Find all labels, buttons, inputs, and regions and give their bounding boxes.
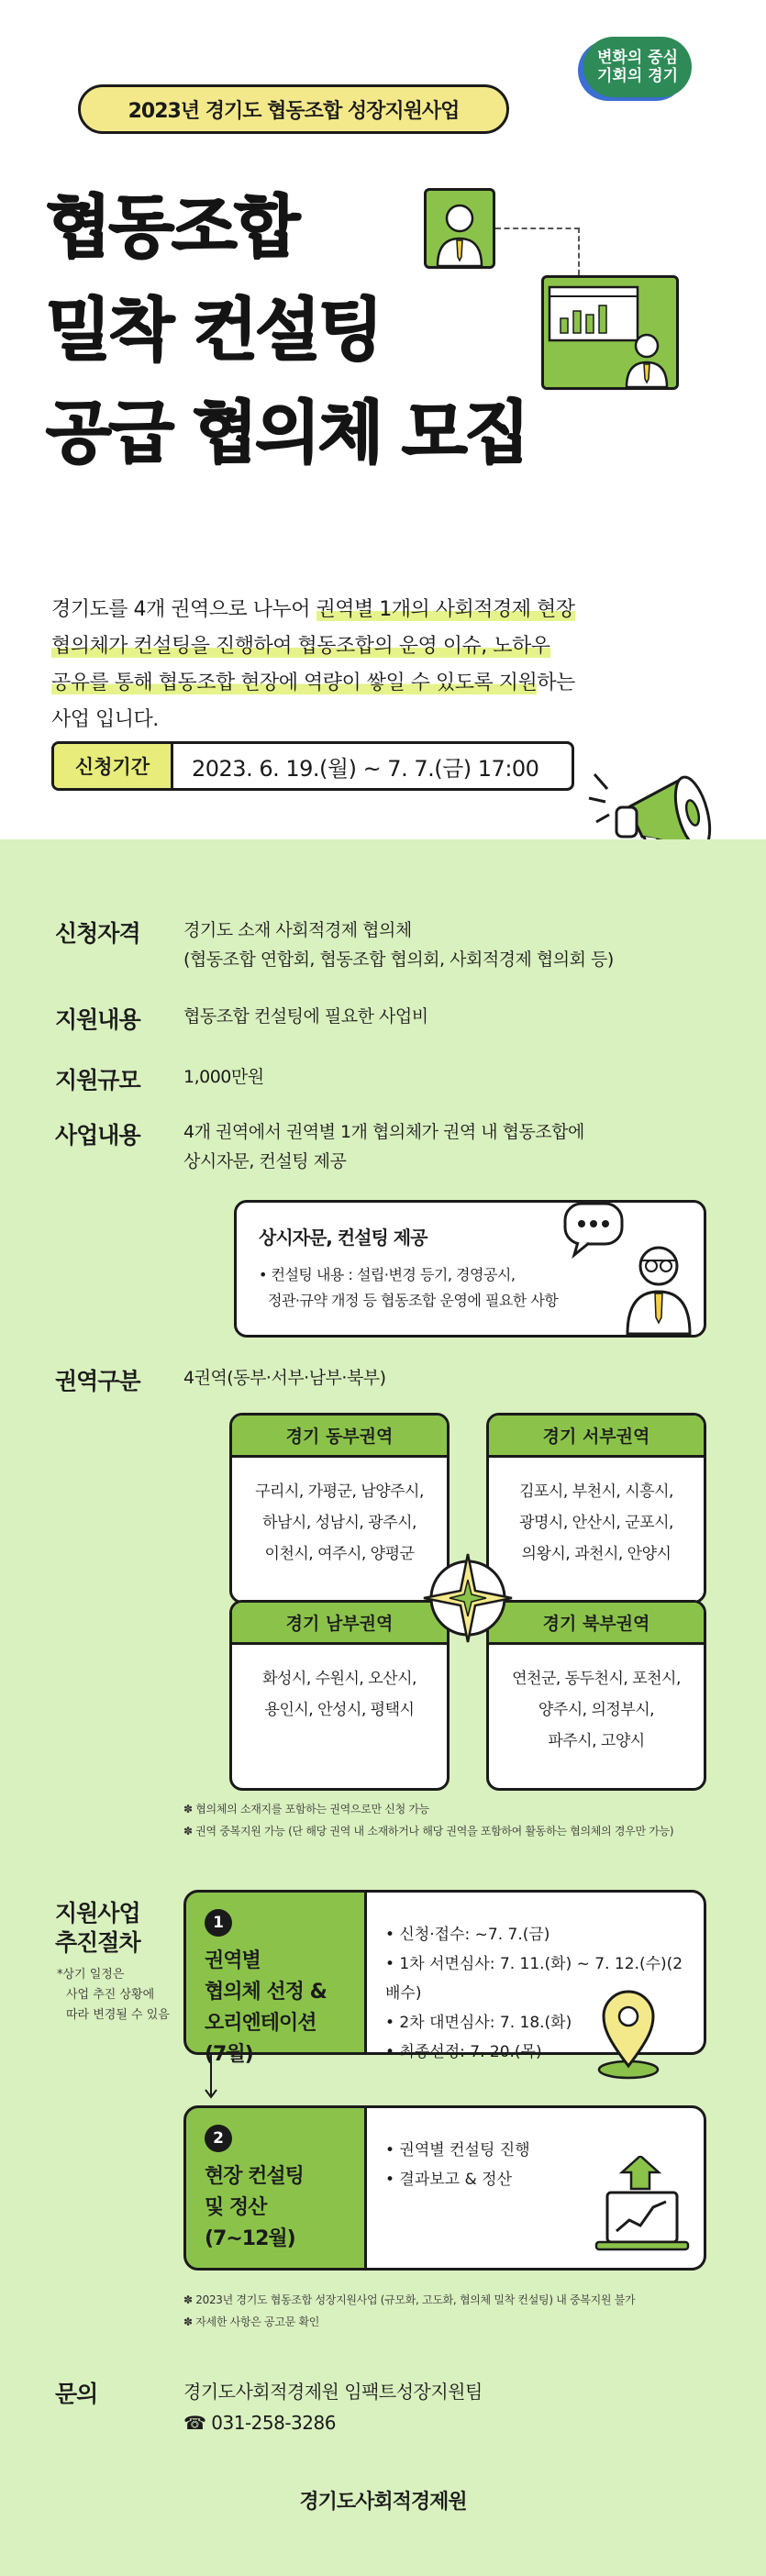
region-note-1: ✽ 협의체의 소재지를 포함하는 권역으로만 신청 가능 [183,1803,429,1815]
step-1-item-2: • 1차 서면심사: 7. 11.(화) ~ 7. 12.(수)(2배수) [385,1955,683,2003]
regions-label: 권역구분 [55,1368,140,1394]
region-south-line-2: 용인시, 안성시, 평택시 [264,1701,415,1719]
contact-org: 경기도사회적경제원 임팩트성장지원팀 [183,2381,483,2403]
regions-row [55,1363,386,1396]
logo-line-1: 변화의 중심 [596,49,679,67]
region-east-line-1: 구리시, 가평군, 남양주시, [255,1482,424,1501]
support-row [55,1002,428,1035]
step-1-title-3: 오리엔테이션 [205,2012,316,2035]
region-note-2: ✽ 권역 중복지원 가능 (단 해당 권역 내 소재하거나 해당 권역을 포함하여 활동하는 협의체의 경우만 가능) [183,1825,674,1838]
consult-box-title: 상시자문, 컨설팅 제공 [259,1227,427,1249]
region-notes [183,1798,673,1842]
process-side-note-1: *상기 일정은 [57,1968,125,1982]
qualification-row [55,916,614,974]
header-section [0,0,766,569]
step-arrow-icon [204,2055,218,2103]
region-east-line-2: 하남시, 성남시, 광주시, [262,1514,416,1532]
program-banner: 2023년 경기도 협동조합 성장지원사업 [78,84,509,134]
location-pin-icon [587,1982,670,2082]
process-side-note [57,1965,170,2026]
step-2-item-2: • 결과보고 & 정산 [385,2171,513,2189]
title-line-1: 협동조합 [46,188,297,267]
region-west-line-2: 광명시, 안산시, 군포시, [519,1514,673,1532]
intro-line-4: 사업 입니다. [51,708,159,731]
region-west-line-1: 김포시, 부천시, 시흥시, [519,1482,673,1501]
footer-org: 경기도사회적경제원 [299,2491,467,2514]
growth-chart-icon [587,2156,697,2257]
scale-value: 1,000만원 [183,1067,264,1087]
regions-summary: 4권역(동부·서부·남부·북부) [183,1368,386,1388]
title-line-2: 밀착 컨설팅 [46,291,382,370]
logo-line-2: 기회의 경기 [596,67,679,85]
region-north-line-2: 양주시, 의정부시, [538,1701,655,1719]
step-2-title-1: 현장 컨설팅 [205,2165,304,2188]
process-label [55,1899,140,1958]
step-1-title-1: 권역별 [205,1949,261,1972]
process-label-2: 추진절차 [55,1929,140,1956]
region-east-line-3: 이천시, 여주시, 양평군 [264,1545,415,1563]
advisor-icon [550,1191,706,1338]
compass-icon [413,1543,523,1653]
period-value: 2023. 6. 19.(월) ~ 7. 7.(금) 17:00 [192,755,539,782]
intro-line-2: 협의체가 컨설팅을 진행하여 협동조합의 운영 이슈, 노하우 [51,635,550,658]
support-value: 협동조합 컨설팅에 필요한 사업비 [183,1006,428,1027]
process-note-1: ✽ 2023년 경기도 협동조합 성장지원사업 (규모화, 고도화, 협의체 밀착 컨설팅) 내 중복지원 불가 [183,2293,636,2306]
qualification-line-1: 경기도 소재 사회적경제 협의체 [183,920,412,940]
business-label: 사업내용 [55,1122,140,1149]
connector-line [495,228,580,275]
process-side-note-2: 사업 추진 상황에 [66,1988,155,2002]
region-east-name: 경기 동부권역 [232,1416,447,1458]
region-west-name: 경기 서부권역 [489,1416,704,1458]
consult-box-line-2: 정관·규약 개정 등 협동조합 운영에 필요한 사항 [268,1292,559,1309]
region-north-line-1: 연천군, 동두천시, 포천시, [512,1670,681,1688]
contact-label: 문의 [55,2381,98,2407]
scale-label: 지원규모 [55,1067,140,1094]
step-2-number: 2 [205,2125,232,2152]
step-1-item-1: • 신청·접수: ~7. 7.(금) [385,1926,550,1944]
region-north-name: 경기 북부권역 [489,1603,704,1645]
step-1-title-2: 협의체 선정 & [205,1981,327,2004]
intro-line-1b: 권역별 1개의 사회적경제 현장 [316,598,575,621]
consult-box-line-1: • 컨설팅 내용 : 설립·변경 등기, 경영공시, [259,1266,516,1283]
period-label: 신청기간 [54,744,173,788]
step-2-title-2: 및 정산 [205,2196,267,2219]
process-note-2: ✽ 자세한 사항은 공고문 확인 [183,2315,320,2328]
region-south-line-1: 화성시, 수원시, 오산시, [262,1670,416,1688]
step-1-title-4: (7월) [205,2043,253,2066]
process-label-1: 지원사업 [55,1900,140,1926]
intro-line-3a: 공유를 통해 협동조합 현장에 역량이 쌓일 수 있도록 지원 [51,672,538,694]
application-period [51,741,574,791]
qualification-line-2: (협동조합 연합회, 협동조합 협의회, 사회적경제 협의회 등) [183,949,614,970]
process-notes [183,2289,635,2333]
qualification-label: 신청자격 [55,920,140,947]
business-row [55,1117,584,1176]
business-line-1: 4개 권역에서 권역별 1개 협의체가 권역 내 협동조합에 [183,1122,584,1142]
contact-phone: ☎ 031-258-3286 [183,2412,336,2434]
step-2-title-3: (7~12월) [205,2227,295,2250]
step-1-item-4: • 최종선정: 7. 20.(목) [385,2043,542,2061]
presentation-icon [541,275,679,390]
consultant-icon [424,188,495,269]
step-1-item-3: • 2차 대면심사: 7. 18.(화) [385,2014,572,2032]
scale-row [55,1062,264,1095]
region-west-line-3: 의왕시, 과천시, 안양시 [521,1545,672,1563]
process-side-note-3: 따라 변경될 수 있음 [66,2008,170,2022]
title-line-3: 공급 협의체 모집 [46,394,527,472]
intro-line-1a: 경기도를 4개 권역으로 나누어 [51,598,316,621]
region-north-line-3: 파주시, 고양시 [548,1732,645,1750]
step-2-item-1: • 권역별 컨설팅 진행 [385,2141,530,2160]
region-south-name: 경기 남부권역 [232,1603,447,1645]
support-label: 지원내용 [55,1006,140,1033]
intro-text [51,592,694,738]
intro-line-3b: 하는 [537,672,575,694]
contact-row [55,2376,483,2438]
gyeonggi-logo [583,37,692,97]
business-line-2: 상시자문, 컨설팅 제공 [183,1151,347,1171]
step-1-number: 1 [205,1909,232,1937]
